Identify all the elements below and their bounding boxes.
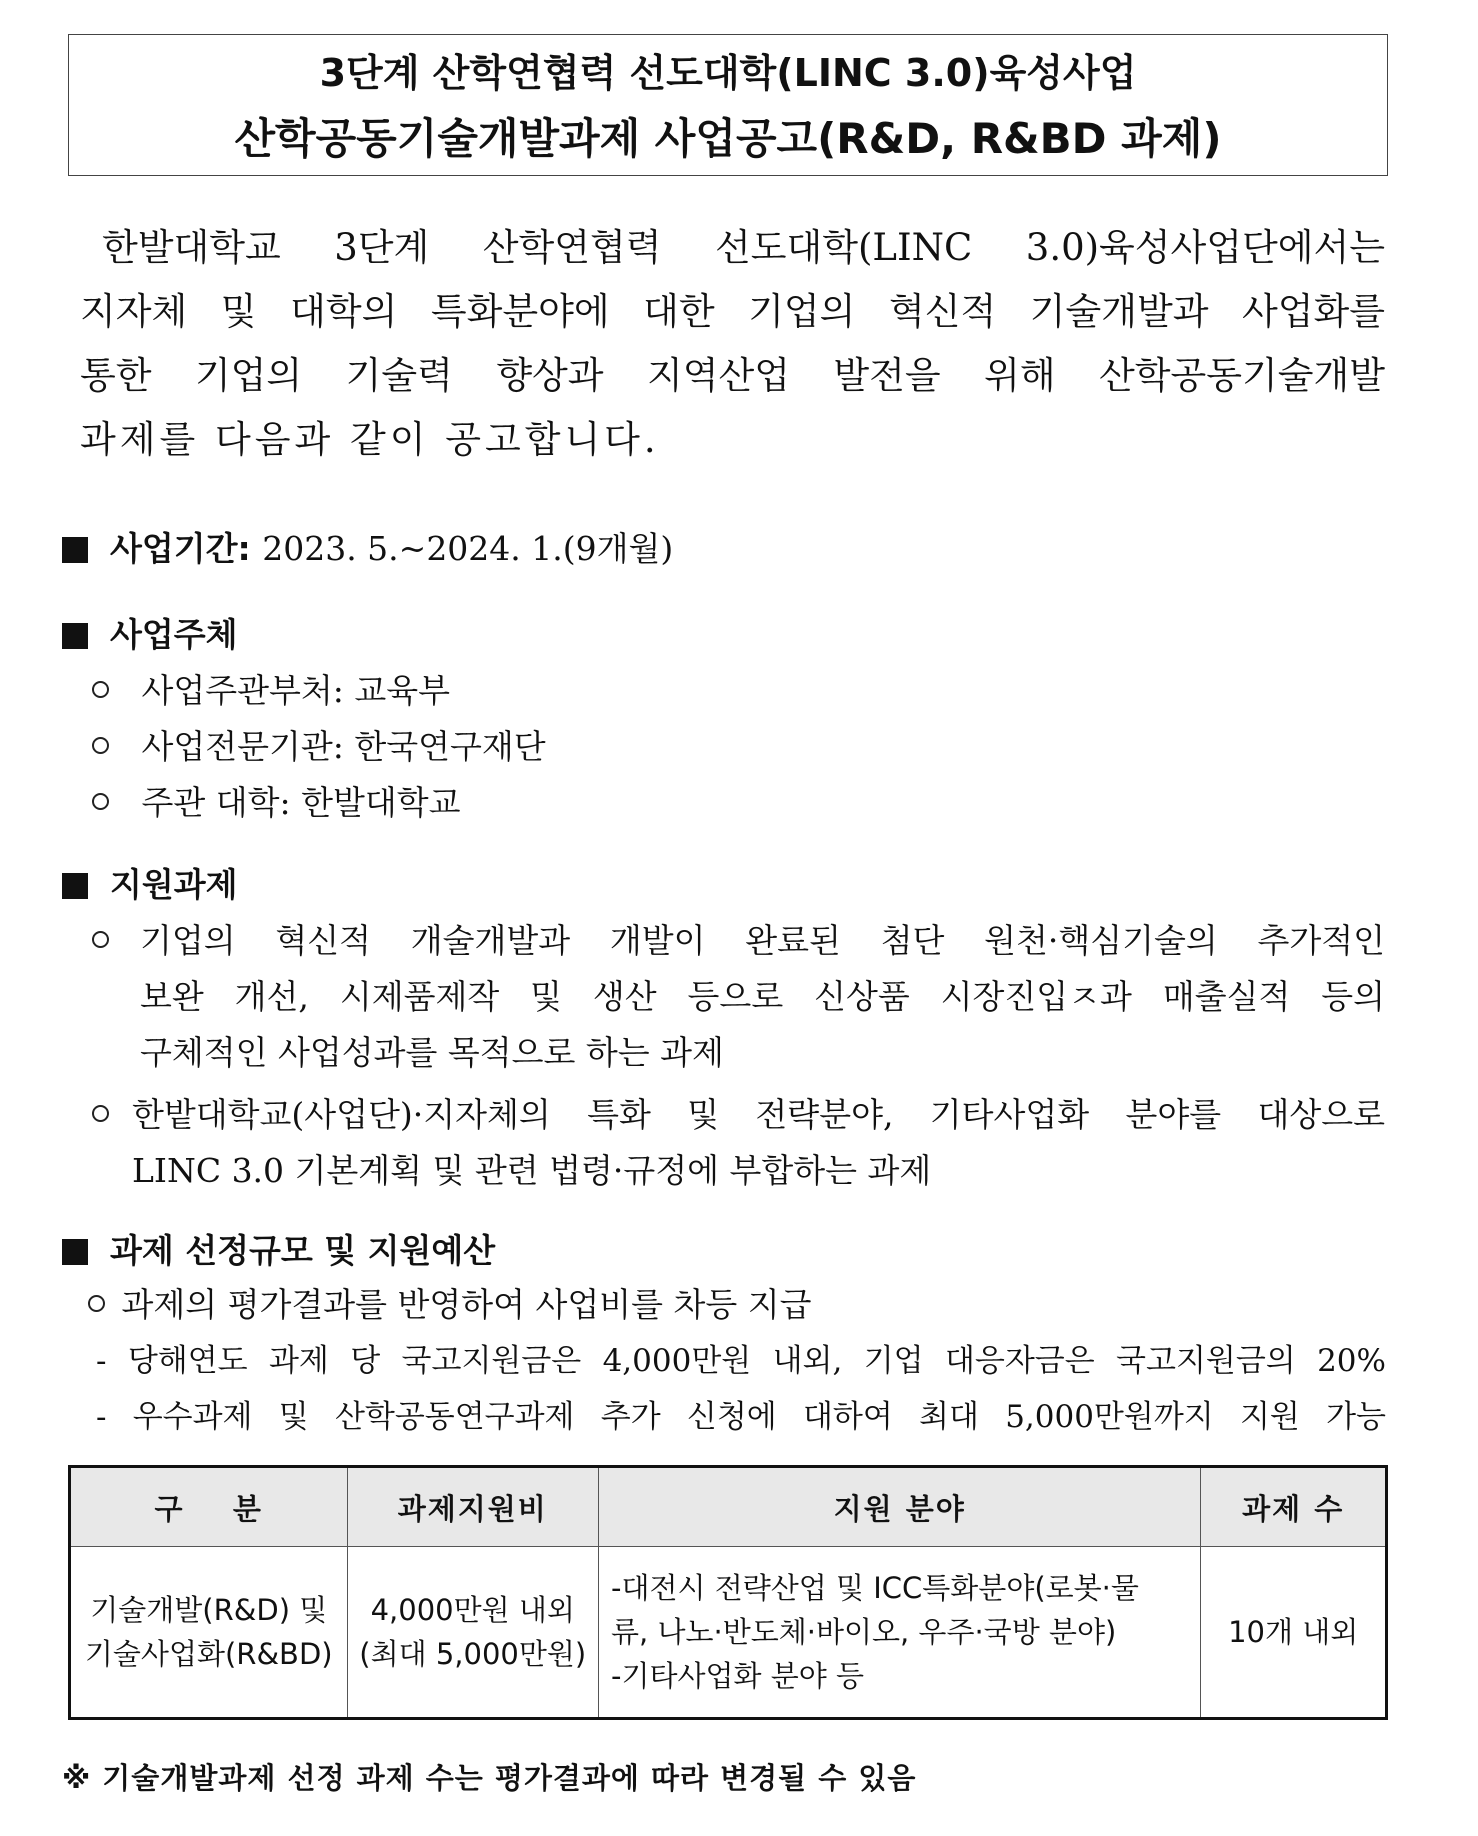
table-header-count: 과제 수	[1201, 1467, 1387, 1547]
support-item-1-line: 구체적인 사업성과를 목적으로 하는 과제	[140, 1033, 724, 1072]
period-section	[62, 528, 673, 570]
circle-bullet-icon	[92, 1105, 109, 1122]
intro-paragraph	[80, 216, 1385, 472]
square-bullet-icon	[62, 537, 88, 563]
organizer-heading: 사업주체	[110, 615, 238, 654]
circle-bullet-icon	[88, 1295, 105, 1312]
budget-dash-1: - 당해연도 과제 당 국고지원금은 4,000만원 내외, 기업 대응자금은 국고지원금의 20%	[96, 1343, 1386, 1379]
circle-bullet-icon-row	[92, 1094, 109, 1136]
support-item-2-line: 한밭대학교(사업단)·지자체의 특화 및 전략분야, 기타사업화 분야를 대상으로	[132, 1095, 1385, 1134]
circle-bullet-icon	[92, 931, 109, 948]
circle-bullet-icon	[92, 681, 109, 698]
organizer-item: 사업전문기관: 한국연구재단	[92, 726, 546, 768]
circle-bullet-icon	[92, 793, 109, 810]
budget-heading-row	[62, 1230, 495, 1272]
organizer-item: 주관 대학: 한발대학교	[92, 782, 461, 824]
intro-line: 과제를 다음과 같이 공고합니다.	[80, 418, 660, 461]
period-heading: 사업기간:	[110, 529, 251, 568]
budget-point: 과제의 평가결과를 반영하여 사업비를 차등 지급	[88, 1284, 812, 1326]
cell-funding: 4,000만원 내외 (최대 5,000만원)	[347, 1547, 599, 1719]
intro-line: 지자체 및 대학의 특화분야에 대한 기업의 혁신적 기술개발과 사업화를	[80, 290, 1385, 333]
intro-line: 통한 기업의 기술력 향상과 지역산업 발전을 위해 산학공동기술개발	[80, 354, 1385, 397]
title-box	[68, 34, 1388, 176]
budget-heading: 과제 선정규모 및 지원예산	[110, 1231, 496, 1270]
organizer-heading-row	[62, 614, 238, 656]
cell-category: 기술개발(R&D) 및 기술사업화(R&BD)	[70, 1547, 348, 1719]
cell-fields: -대전시 전략산업 및 ICC특화분야(로봇·물 류, 나노·반도체·바이오, 우주·국방 분야) -기타사업화 분야 등	[599, 1547, 1201, 1719]
budget-dash-2: - 우수과제 및 산학공동연구과제 추가 신청에 대하여 최대 5,000만원까지 지원 가능	[96, 1399, 1386, 1435]
square-bullet-icon	[62, 1239, 88, 1265]
table-row	[70, 1547, 1387, 1719]
table-header-fields: 지원 분야	[599, 1467, 1201, 1547]
support-item-2-line: LINC 3.0 기본계획 및 관련 법령·규정에 부합하는 과제	[132, 1151, 932, 1190]
title-line-1: 3단계 산학연협력 선도대학(LINC 3.0)육성사업	[319, 51, 1137, 95]
circle-bullet-icon-row	[92, 920, 109, 962]
support-item-1-line: 보완 개선, 시제품제작 및 생산 등으로 신상품 시장진입ㅈ과 매출실적 등의	[140, 977, 1385, 1016]
circle-bullet-icon	[92, 737, 109, 754]
support-item-1-line: 기업의 혁신적 개술개발과 개발이 완료된 첨단 원천·핵심기술의 추가적인	[140, 921, 1385, 960]
square-bullet-icon	[62, 623, 88, 649]
title-line-2: 산학공동기술개발과제 사업공고(R&D, R&BD 과제)	[234, 114, 1222, 163]
table-header-row	[70, 1467, 1387, 1547]
budget-table	[68, 1465, 1388, 1720]
intro-line: 한발대학교 3단계 산학연협력 선도대학(LINC 3.0)육성사업단에서는	[102, 226, 1385, 269]
footnote: ※ 기술개발과제 선정 과제 수는 평가결과에 따라 변경될 수 있음	[62, 1761, 917, 1795]
table-header-category: 구 분	[70, 1467, 348, 1547]
organizer-item: 사업주관부처: 교육부	[92, 670, 450, 712]
table-header-funding: 과제지원비	[347, 1467, 599, 1547]
cell-count: 10개 내외	[1201, 1547, 1387, 1719]
support-heading-row	[62, 864, 238, 906]
period-value: 2023. 5.~2024. 1.(9개월)	[262, 529, 674, 568]
support-heading: 지원과제	[110, 865, 238, 904]
square-bullet-icon	[62, 873, 88, 899]
